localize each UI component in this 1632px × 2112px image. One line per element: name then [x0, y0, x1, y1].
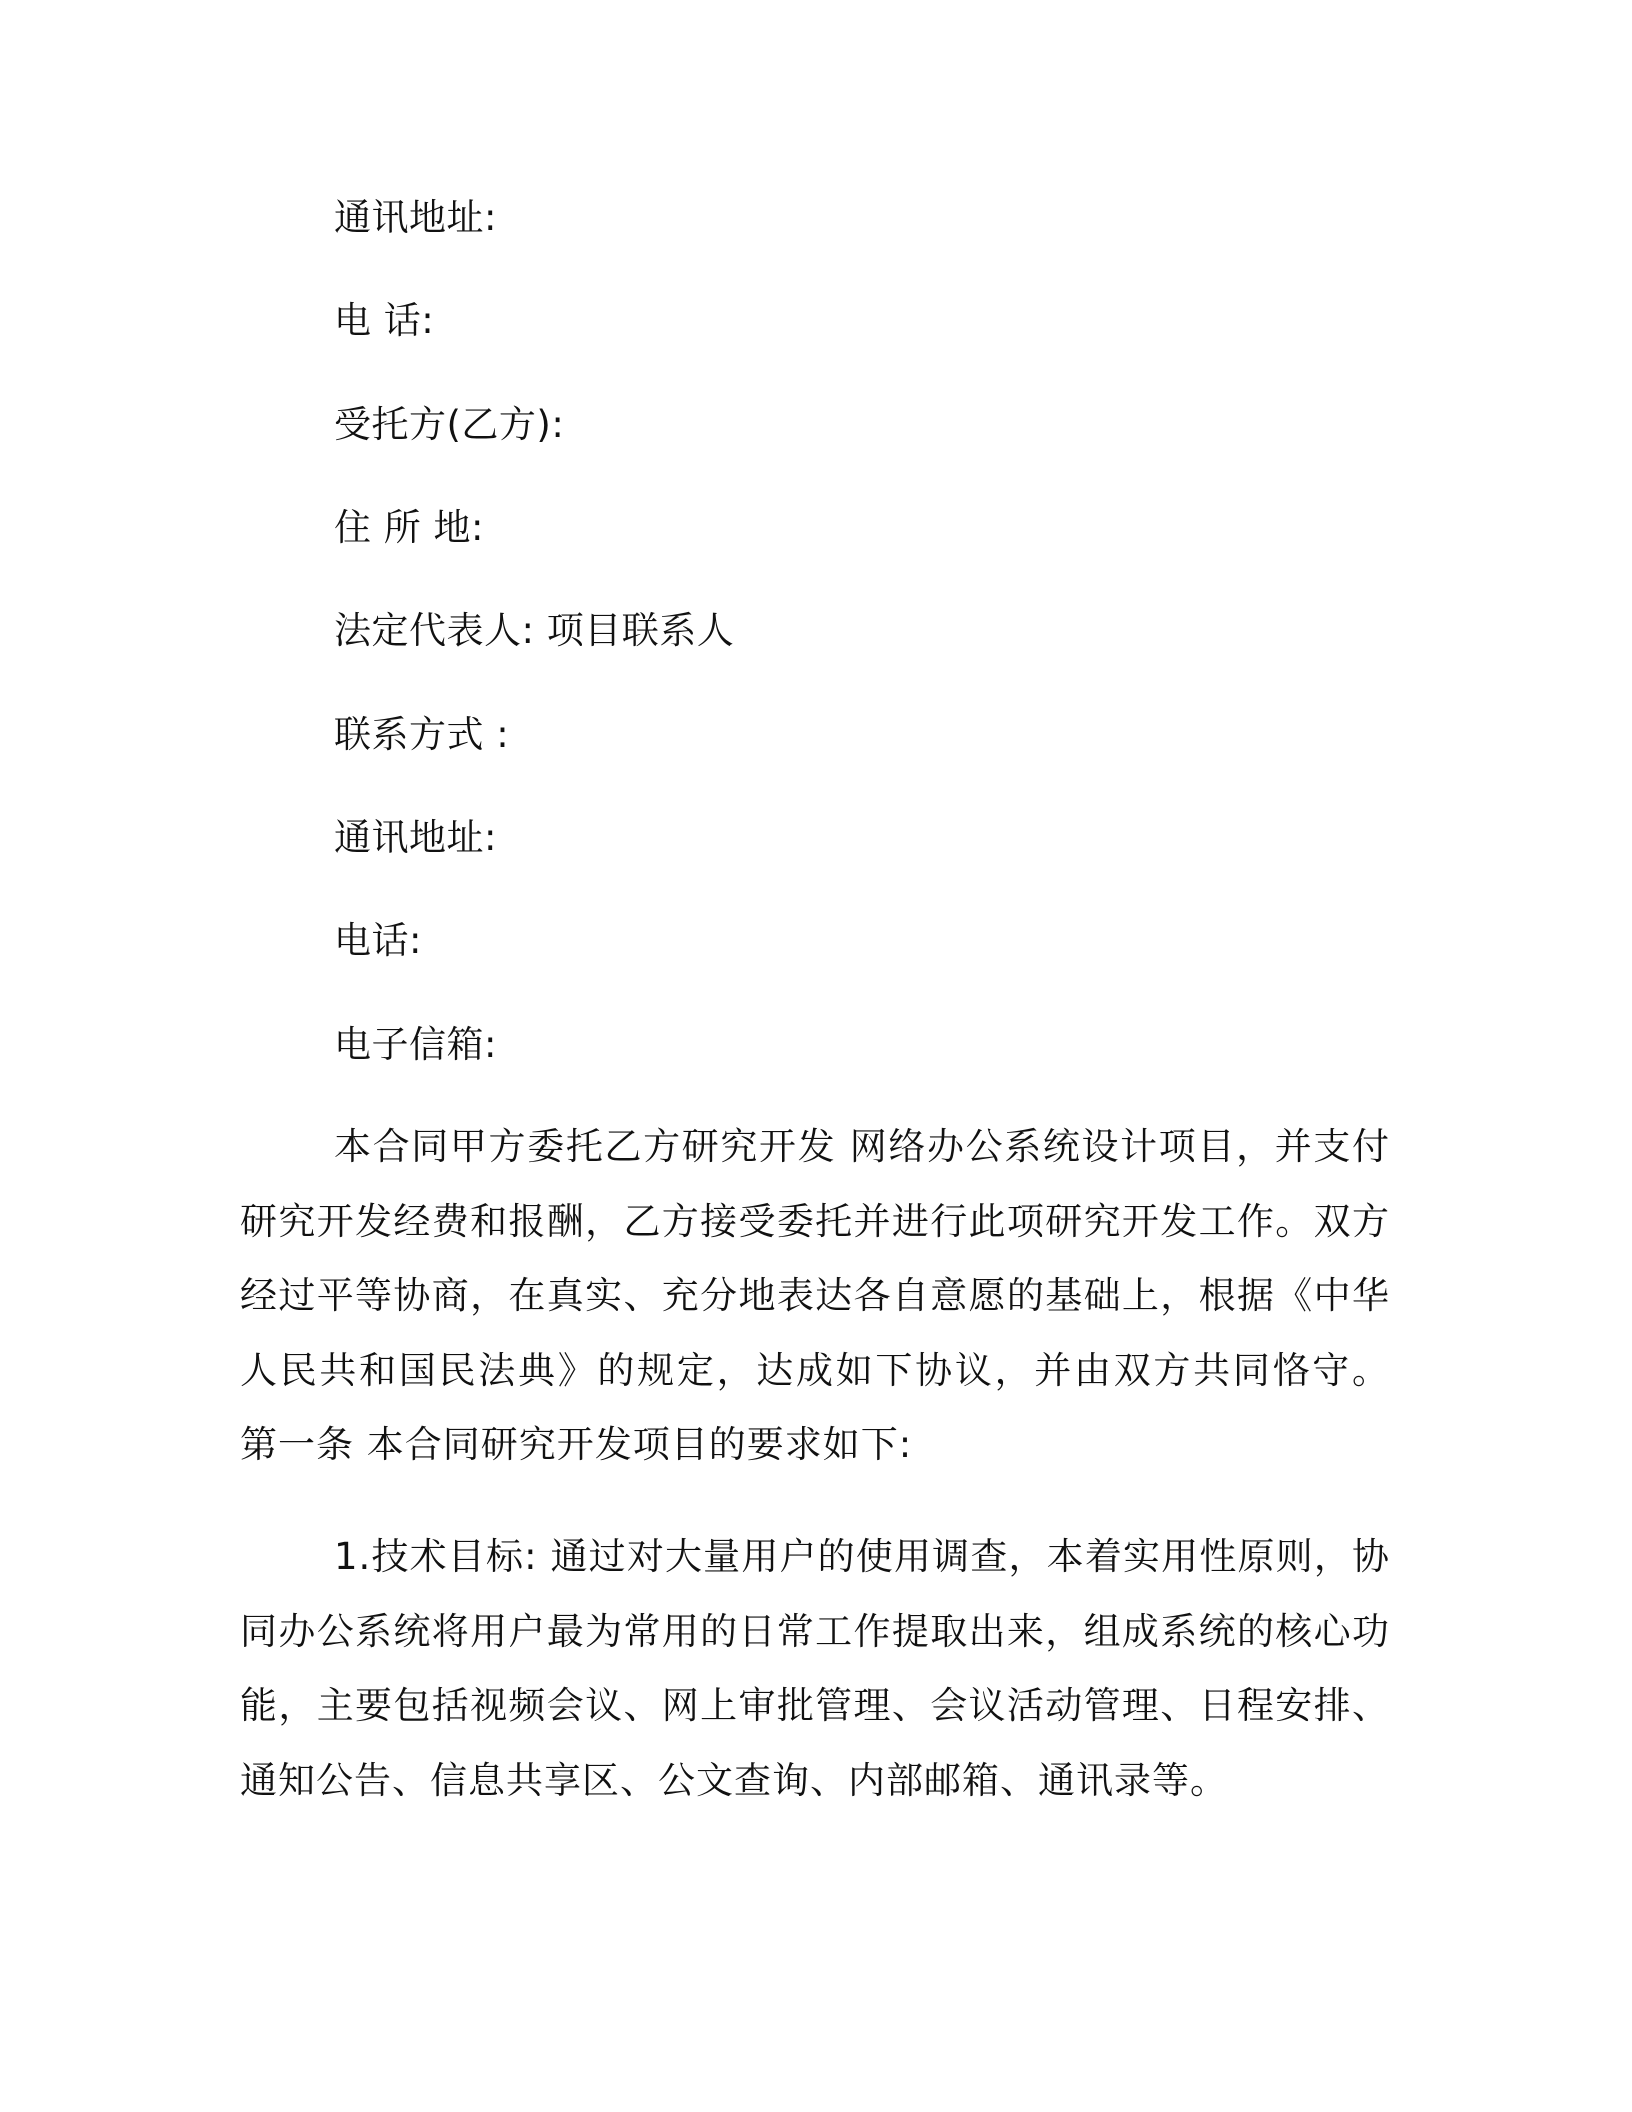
- mailing-address-label: 通讯地址:: [334, 196, 497, 239]
- email-label: 电子信箱:: [334, 1023, 497, 1066]
- mailing-address-label-b: 通讯地址:: [334, 816, 497, 859]
- contract-intro-paragraph: 本合同甲方委托乙方研究开发 网络办公系统设计项目，并支付研究开发经费和报酬，乙方接受委托并进行此项研究开发工作。双方经过平等协商，在真实、充分地表达各自意愿的基础上，根据《中华人民共和国民法典》的规定，达成如下协议，并由双方共同恪守。 第一条 本合同研究开发项目的要求如下:: [240, 1125, 1390, 1466]
- domicile-label: 住 所 地:: [334, 506, 484, 549]
- phone-label: 电 话:: [334, 299, 435, 342]
- contact-method-label: 联系方式 :: [334, 713, 510, 756]
- phone-label-b: 电话:: [334, 919, 422, 962]
- trustee-party-b-label: 受托方(乙方):: [334, 403, 565, 446]
- legal-representative-label: 法定代表人: 项目联系人: [334, 609, 735, 652]
- technical-goal-paragraph: 1.技术目标: 通过对大量用户的使用调查，本着实用性原则，协同办公系统将用户最为常用的日常工作提取出来，组成系统的核心功能，主要包括视频会议、网上审批管理、会议活动管理、日程安排、通知公告、信息共享区、公文查询、内部邮箱、通讯录等。: [240, 1535, 1390, 1802]
